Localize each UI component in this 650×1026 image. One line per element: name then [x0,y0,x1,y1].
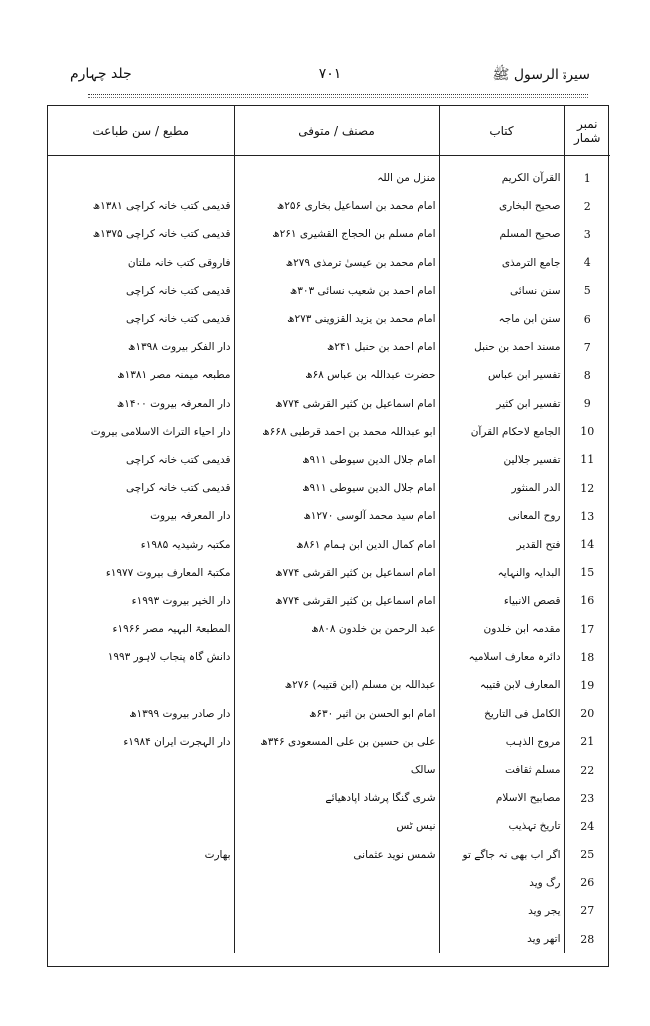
publisher-info: المطبعۃ البہیہ مصر ۱۹۶۶ء [112,623,231,636]
book-title: یجر وید [439,897,564,925]
row-number: 28 [564,925,610,953]
publisher-info: دار المعرفہ بیروت [150,510,231,523]
publisher-info: مکتبہ رشیدیہ ۱۹۸۵ء [140,538,231,551]
table-row [48,587,610,615]
row-number: 16 [564,587,610,615]
book-title: تاریخ تہذیب [439,812,564,840]
row-number: 1 [564,156,610,193]
table-row [48,156,610,193]
publisher-info [48,156,234,193]
table-row [48,502,610,530]
publisher-info [48,925,234,953]
author-name [234,869,439,897]
book-title: تفسیر ابن کثیر [439,390,564,418]
publisher-info: دار الہجرت ایران ۱۹۸۴ء [123,735,231,748]
table-row [48,559,610,587]
header-divider-second [88,97,588,98]
table-body [48,156,610,954]
row-number: 21 [564,728,610,756]
book-title: مروج الذہب [439,728,564,756]
author-name: عبداللہ بن مسلم (ابن قتیبہ) ۲۷۶ھ [234,671,439,699]
author-name: امام اسماعیل بن کثیر القرشی ۷۷۴ھ [234,390,439,418]
author-name: حضرت عبداللہ بن عباس ۶۸ھ [234,361,439,389]
book-title: مصابیح الاسلام [439,784,564,812]
author-name: امام کمال الدین ابن ہمام ۸۶۱ھ [234,530,439,558]
table-row [48,474,610,502]
publisher-info: قدیمی کتب خانہ کراچی [126,313,231,326]
book-title: فتح القدیر [439,530,564,558]
row-number: 10 [564,418,610,446]
book-title: اتھر وید [439,925,564,953]
book-title: رگ وید [439,869,564,897]
row-number: 15 [564,559,610,587]
row-number: 4 [564,249,610,277]
author-name: امام اسماعیل بن کثیر القرشی ۷۷۴ھ [234,559,439,587]
publisher-info: بھارت [204,848,231,861]
author-name: امام محمد بن یزید القزوینی ۲۷۳ھ [234,305,439,333]
author-name: امام جلال الدین سیوطی ۹۱۱ھ [234,446,439,474]
publisher-info [48,812,234,840]
row-number: 18 [564,643,610,671]
publisher-info: دار المعرفہ بیروت ۱۴۰۰ھ [116,397,231,410]
row-number: 17 [564,615,610,643]
author-name [234,897,439,925]
book-title: روح المعانی [439,502,564,530]
book-title: صحیح البخاری [439,192,564,220]
publisher-info: قدیمی کتب خانہ کراچی [126,482,231,495]
row-number: 13 [564,502,610,530]
book-title: المعارف لابن قتیبہ [439,671,564,699]
author-name: امام اسماعیل بن کثیر القرشی ۷۷۴ھ [234,587,439,615]
publisher-info [48,784,234,812]
row-number: 24 [564,812,610,840]
book-title: الکامل فی التاریخ [439,700,564,728]
table-row [48,615,610,643]
header-divider [88,94,588,95]
table-row [48,530,610,558]
author-name: سالک [234,756,439,784]
book-title: تفسیر ابن عباس [439,361,564,389]
book-title: الدر المنثور [439,474,564,502]
publisher-info: مطبعہ میمنہ مصر ۱۳۸۱ھ [117,369,231,382]
table-row [48,192,610,220]
row-number: 6 [564,305,610,333]
row-number: 14 [564,530,610,558]
publisher-info: دار الفکر بیروت ۱۳۹۸ھ [128,341,231,354]
book-title: مقدمہ ابن خلدون [439,615,564,643]
publisher-info [48,897,234,925]
book-title: جامع الترمذی [439,249,564,277]
table-header-row [48,106,610,156]
publisher-info: فاروقی کتب خانہ ملتان [127,256,231,269]
col-header-book: کتاب [439,106,564,156]
publisher-info: دار صادر بیروت ۱۳۹۹ھ [129,707,231,720]
row-number: 3 [564,220,610,248]
author-name: علی بن حسین بن علی المسعودی ۳۴۶ھ [234,728,439,756]
table-row [48,756,610,784]
page-header [70,66,590,92]
author-name: امام جلال الدین سیوطی ۹۱۱ھ [234,474,439,502]
table-row [48,841,610,869]
author-name: امام احمد بن شعیب نسائی ۳۰۳ھ [234,277,439,305]
row-number: 26 [564,869,610,897]
col-header-number: نمبر شمار [564,106,610,156]
author-name: عبد الرحمن بن خلدون ۸۰۸ھ [234,615,439,643]
row-number: 2 [564,192,610,220]
row-number: 27 [564,897,610,925]
publisher-info [48,756,234,784]
table-row [48,869,610,897]
author-name [234,643,439,671]
bibliography-table [48,106,610,953]
author-name: نیس ٹس [234,812,439,840]
row-number: 9 [564,390,610,418]
publisher-info: دار احیاء التراث الاسلامی بیروت [90,425,231,438]
table-row [48,700,610,728]
publisher-info: قدیمی کتب خانہ کراچی [126,284,231,297]
publisher-info: مکتبۃ المعارف بیروت ۱۹۷۷ء [105,566,231,579]
table-row [48,390,610,418]
header-volume: جلد چہارم [70,66,132,82]
author-name: امام محمد بن اسماعیل بخاری ۲۵۶ھ [234,192,439,220]
publisher-info: دار الخیر بیروت ۱۹۹۳ء [131,594,231,607]
book-title: قصص الانبیاء [439,587,564,615]
row-number: 23 [564,784,610,812]
author-name: شمس نوید عثمانی [234,841,439,869]
row-number: 22 [564,756,610,784]
publisher-info: قدیمی کتب خانہ کراچی ۱۳۸۱ھ [92,200,231,213]
book-title: البدایہ والنہایہ [439,559,564,587]
row-number: 12 [564,474,610,502]
table-row [48,643,610,671]
table-row [48,925,610,953]
row-number: 19 [564,671,610,699]
author-name: امام مسلم بن الحجاج القشیری ۲۶۱ھ [234,220,439,248]
author-name: شری گنگا پرشاد اپادھیائے [234,784,439,812]
table-row [48,671,610,699]
table-row [48,812,610,840]
author-name [234,925,439,953]
author-name: امام ابو الحسن بن اثیر ۶۳۰ھ [234,700,439,728]
table-row [48,249,610,277]
book-title: سنن نسائی [439,277,564,305]
table-row [48,361,610,389]
row-number: 7 [564,333,610,361]
table-row [48,333,610,361]
row-number: 25 [564,841,610,869]
publisher-info [48,671,234,699]
book-title: مسند احمد بن حنبل [439,333,564,361]
author-name: امام محمد بن عیسیٰ ترمذی ۲۷۹ھ [234,249,439,277]
table-row [48,728,610,756]
row-number: 5 [564,277,610,305]
table-row [48,418,610,446]
table-row [48,220,610,248]
publisher-info: قدیمی کتب خانہ کراچی ۱۳۷۵ھ [92,228,231,241]
col-header-publisher: مطبع / سن طباعت [48,106,234,156]
table-row [48,277,610,305]
book-title: مسلم ثقافت [439,756,564,784]
bibliography-table-frame [47,105,609,967]
book-title: دائرہ معارف اسلامیہ [439,643,564,671]
table-row [48,897,610,925]
publisher-info [48,869,234,897]
col-header-author: مصنف / متوفی [234,106,439,156]
table-row [48,784,610,812]
publisher-info: قدیمی کتب خانہ کراچی [126,453,231,466]
book-title: القرآن الکریم [439,156,564,193]
row-number: 11 [564,446,610,474]
author-name: منزل من اللہ [234,156,439,193]
publisher-info: دانش گاہ پنجاب لاہور ۱۹۹۳ [107,651,231,664]
row-number: 20 [564,700,610,728]
table-row [48,305,610,333]
book-title: تفسیر جلالین [439,446,564,474]
table-row [48,446,610,474]
author-name: ابو عبداللہ محمد بن احمد قرطبی ۶۶۸ھ [234,418,439,446]
book-title: اگر اب بھی نہ جاگے تو [439,841,564,869]
row-number: 8 [564,361,610,389]
book-title: الجامع لاحکام القرآن [439,418,564,446]
book-title: صحیح المسلم [439,220,564,248]
header-page-number: ۷۰۱ [318,66,342,82]
book-title: سنن ابن ماجہ [439,305,564,333]
author-name: امام احمد بن حنبل ۲۴۱ھ [234,333,439,361]
header-book-title: سیرۃ الرسول ﷺ [492,67,590,83]
author-name: امام سید محمد آلوسی ۱۲۷۰ھ [234,502,439,530]
